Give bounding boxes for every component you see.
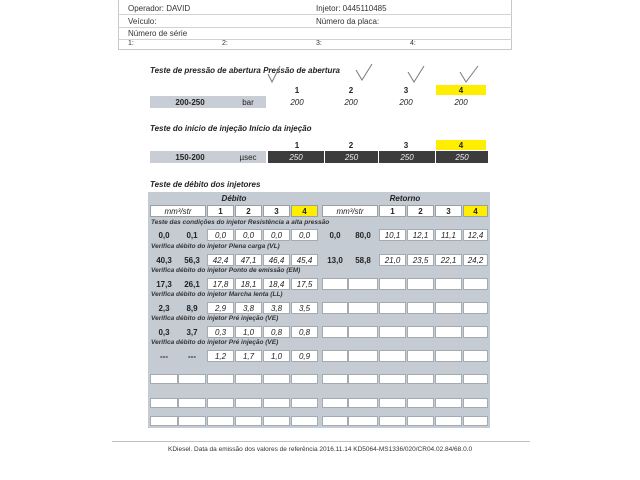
- empty-cell: [322, 374, 348, 384]
- row-caption: Teste das condições do injetor Resistência a alta pressão: [151, 219, 330, 226]
- slot-1: 1:: [128, 40, 134, 47]
- empty-cell: [322, 302, 348, 314]
- debit-value: 47,1: [235, 254, 262, 266]
- debit-min: ---: [160, 351, 168, 361]
- debit-min: 40,3: [156, 255, 172, 265]
- injection-unit: µsec: [230, 151, 266, 163]
- plate-label: Número da placa:: [316, 17, 380, 26]
- empty-cell: [235, 416, 262, 426]
- empty-cell: [178, 398, 206, 408]
- empty-cell: [463, 278, 488, 290]
- debit-value: 3,5: [291, 302, 318, 314]
- debit-col-3: 3: [263, 205, 290, 217]
- pressure-value-3: 200: [399, 97, 413, 107]
- empty-cell: [150, 374, 178, 384]
- empty-cell: [407, 374, 434, 384]
- empty-cell: [178, 416, 206, 426]
- debit-max: 3,7: [186, 327, 198, 337]
- operator-label: Operador: DAVID: [128, 4, 191, 13]
- empty-cell: [435, 350, 462, 362]
- return-value: 11,1: [435, 229, 462, 241]
- debit-value: 1,7: [235, 350, 262, 362]
- debit-value: 0,0: [207, 229, 234, 241]
- debit-min: 0,0: [158, 230, 170, 240]
- empty-cell: [348, 278, 378, 290]
- row-caption: Verifica débito do injetor Ponto de emissão (EM): [151, 267, 301, 274]
- empty-cell: [379, 416, 406, 426]
- empty-cell: [207, 416, 234, 426]
- injection-value-1: 250: [268, 151, 324, 163]
- empty-cell: [463, 416, 488, 426]
- header-divider: [118, 39, 512, 40]
- debit-value: 18,4: [263, 278, 290, 290]
- debit-value: 3,8: [235, 302, 262, 314]
- empty-cell: [348, 302, 378, 314]
- return-value: 10,1: [379, 229, 406, 241]
- pressure-col-2: 2: [348, 85, 354, 95]
- pressure-unit: bar: [230, 96, 266, 108]
- debit-value: 1,0: [235, 326, 262, 338]
- debit-max: 26,1: [184, 279, 200, 289]
- return-unit: mm³/str: [322, 205, 378, 217]
- debit-unit: mm³/str: [150, 205, 206, 217]
- debit-value: 1,0: [263, 350, 290, 362]
- debit-value: 42,4: [207, 254, 234, 266]
- empty-cell: [435, 416, 462, 426]
- header-divider: [118, 14, 512, 15]
- return-value: 22,1: [435, 254, 462, 266]
- empty-cell: [435, 374, 462, 384]
- return-max: 80,0: [355, 230, 371, 240]
- row-caption: Verifica débito do injetor Plena carga (VL): [151, 243, 280, 250]
- empty-cell: [379, 278, 406, 290]
- row-caption: Verifica débito do injetor Pré injeção (VE): [151, 315, 279, 322]
- empty-cell: [407, 398, 434, 408]
- debit-min: 2,3: [158, 303, 170, 313]
- empty-cell: [150, 416, 178, 426]
- debit-min: 17,3: [156, 279, 172, 289]
- empty-cell: [435, 278, 462, 290]
- empty-cell: [348, 350, 378, 362]
- debit-col-2: 2: [235, 205, 262, 217]
- empty-cell: [379, 374, 406, 384]
- empty-cell: [178, 374, 206, 384]
- debit-max: 0,1: [186, 230, 198, 240]
- empty-cell: [379, 398, 406, 408]
- footer-text: KDiesel. Data da emissão dos valores de referência 2016.11.14 KD5064-MS1336/020/CR04.02.84/68.0.0: [168, 446, 473, 453]
- empty-cell: [379, 326, 406, 338]
- empty-cell: [235, 374, 262, 384]
- row-caption: Verifica débito do injetor Marcha lenta (LL): [151, 291, 283, 298]
- empty-cell: [407, 350, 434, 362]
- debit-value: 3,8: [263, 302, 290, 314]
- empty-cell: [407, 326, 434, 338]
- pressure-col-4: 4: [436, 85, 486, 95]
- empty-cell: [291, 416, 318, 426]
- return-value: 23,5: [407, 254, 434, 266]
- return-col-4: 4: [463, 205, 488, 217]
- debit-value: 46,4: [263, 254, 290, 266]
- serial-label: Número de série: [128, 29, 188, 38]
- return-value: 12,4: [463, 229, 488, 241]
- empty-cell: [235, 398, 262, 408]
- return-col-1: 1: [379, 205, 406, 217]
- empty-cell: [348, 416, 378, 426]
- empty-cell: [463, 398, 488, 408]
- header-divider: [118, 27, 512, 28]
- empty-cell: [348, 374, 378, 384]
- injection-value-4: 250: [436, 151, 488, 163]
- injection-value-2: 250: [325, 151, 378, 163]
- empty-cell: [291, 398, 318, 408]
- return-min: 0,0: [329, 230, 341, 240]
- debit-col-1: 1: [207, 205, 234, 217]
- slot-3: 3:: [316, 40, 322, 47]
- empty-cell: [463, 350, 488, 362]
- empty-cell: [322, 416, 348, 426]
- debit-max: 8,9: [186, 303, 198, 313]
- empty-cell: [407, 278, 434, 290]
- pressure-col-3: 3: [403, 85, 409, 95]
- injection-start-title: Teste do início de injeção Início da injeção: [150, 124, 312, 133]
- debit-header: Débito: [221, 194, 247, 203]
- opening-pressure-title: Teste de pressão de abertura Pressão de abertura: [150, 66, 341, 75]
- return-min: 13,0: [327, 255, 343, 265]
- slot-2: 2:: [222, 40, 228, 47]
- injection-value-3: 250: [379, 151, 435, 163]
- injection-col-2: 2: [348, 140, 354, 150]
- footer-divider: [112, 441, 530, 442]
- debit-value: 18,1: [235, 278, 262, 290]
- debit-value: 0,3: [207, 326, 234, 338]
- empty-cell: [150, 398, 178, 408]
- injection-col-1: 1: [294, 140, 300, 150]
- empty-cell: [435, 302, 462, 314]
- empty-cell: [407, 416, 434, 426]
- injector-label: Injetor: 0445110485: [316, 4, 387, 13]
- return-header: Retorno: [389, 194, 421, 203]
- debit-value: 17,8: [207, 278, 234, 290]
- debit-value: 0,0: [235, 229, 262, 241]
- empty-cell: [263, 374, 290, 384]
- slot-4: 4:: [410, 40, 416, 47]
- empty-cell: [207, 374, 234, 384]
- check-mark: [408, 66, 424, 82]
- pressure-value-2: 200: [344, 97, 358, 107]
- debit-value: 0,0: [291, 229, 318, 241]
- debit-value: 17,5: [291, 278, 318, 290]
- pressure-range: 200-250: [150, 96, 230, 108]
- empty-cell: [435, 398, 462, 408]
- empty-cell: [322, 398, 348, 408]
- empty-cell: [263, 416, 290, 426]
- return-col-2: 2: [407, 205, 434, 217]
- pressure-value-4: 200: [454, 97, 468, 107]
- empty-cell: [207, 398, 234, 408]
- pressure-value-1: 200: [290, 97, 304, 107]
- empty-cell: [263, 398, 290, 408]
- return-col-3: 3: [435, 205, 462, 217]
- debit-value: 2,9: [207, 302, 234, 314]
- check-mark: [356, 64, 372, 80]
- empty-cell: [379, 302, 406, 314]
- flow-test-title: Teste de débito dos injetores: [150, 180, 261, 189]
- debit-max: ---: [188, 351, 196, 361]
- debit-min: 0,3: [158, 327, 170, 337]
- empty-cell: [379, 350, 406, 362]
- debit-value: 45,4: [291, 254, 318, 266]
- debit-value: 0,9: [291, 350, 318, 362]
- return-value: 12,1: [407, 229, 434, 241]
- check-mark: [268, 66, 280, 82]
- debit-value: 0,0: [263, 229, 290, 241]
- debit-value: 1,2: [207, 350, 234, 362]
- empty-cell: [348, 326, 378, 338]
- return-value: 24,2: [463, 254, 488, 266]
- empty-cell: [322, 278, 348, 290]
- return-value: 21,0: [379, 254, 406, 266]
- empty-cell: [322, 326, 348, 338]
- empty-cell: [463, 326, 488, 338]
- empty-cell: [348, 398, 378, 408]
- injection-range: 150-200: [150, 151, 230, 163]
- pressure-col-1: 1: [294, 85, 300, 95]
- return-max: 58,8: [355, 255, 371, 265]
- empty-cell: [322, 350, 348, 362]
- debit-max: 56,3: [184, 255, 200, 265]
- vehicle-label: Veículo:: [128, 17, 157, 26]
- empty-cell: [463, 374, 488, 384]
- debit-value: 0,8: [291, 326, 318, 338]
- row-caption: Verifica débito do injetor Pré injeção (VE): [151, 339, 279, 346]
- empty-cell: [291, 374, 318, 384]
- empty-cell: [435, 326, 462, 338]
- debit-col-4: 4: [291, 205, 318, 217]
- empty-cell: [407, 302, 434, 314]
- injection-col-3: 3: [403, 140, 409, 150]
- injection-col-4: 4: [436, 140, 486, 150]
- debit-value: 0,8: [263, 326, 290, 338]
- check-mark: [460, 66, 478, 82]
- empty-cell: [463, 302, 488, 314]
